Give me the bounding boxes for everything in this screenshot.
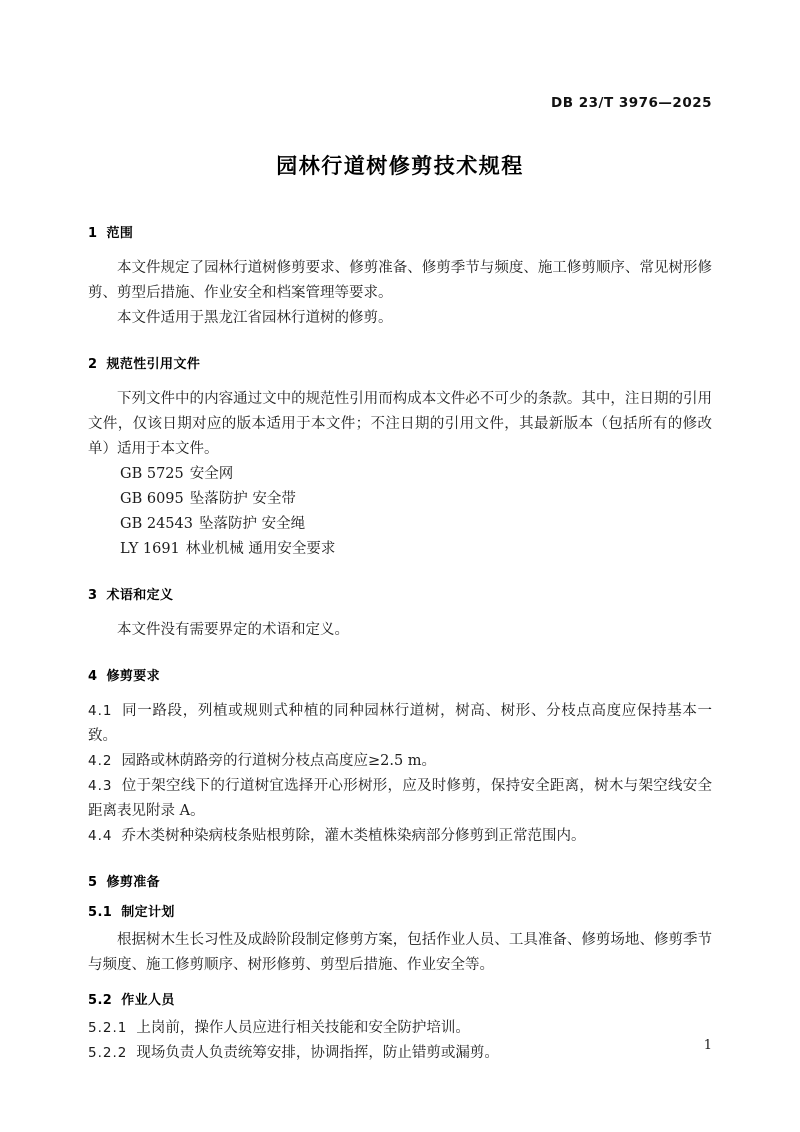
- clause-text: 上岗前，操作人员应进行相关技能和安全防护培训。: [136, 1020, 470, 1036]
- spacer: [88, 978, 712, 989]
- clause-4-1: [88, 699, 712, 749]
- page-number: 1: [703, 1038, 712, 1053]
- document-title: 园林行道树修剪技术规程: [276, 154, 524, 178]
- section-number-5: 5: [88, 875, 98, 890]
- clause-text: 乔木类树种染病枝条贴根剪除，灌木类植株染病部分修剪到正常范围内。: [121, 828, 586, 844]
- paragraph-1-1: 本文件规定了园林行道树修剪要求、修剪准备、修剪季节与频度、施工修剪顺序、常见树形修剪、剪型后措施、作业安全和档案管理等要求。: [88, 260, 712, 301]
- section-title-2: 规范性引用文件: [106, 357, 201, 372]
- spacer: [88, 241, 712, 256]
- clause-number: 4.2: [88, 753, 113, 769]
- reference-item: [88, 487, 712, 512]
- spacer: [88, 331, 712, 353]
- section-number-1: 1: [88, 226, 98, 241]
- reference-name: 安全网: [189, 466, 234, 482]
- spacer: [88, 603, 712, 618]
- clause-number: 4.3: [88, 778, 113, 794]
- subsection-heading-5-2: [88, 989, 712, 1008]
- paragraph-2-1: 下列文件中的内容通过文中的规范性引用而构成本文件必不可少的条款。其中，注日期的引用文件，仅该日期对应的版本适用于本文件；不注日期的引用文件，其最新版本（包括所有的修改单）适用于本文件。: [88, 391, 712, 457]
- subsection-title: 作业人员: [121, 993, 175, 1008]
- reference-name: 林业机械 通用安全要求: [185, 541, 336, 557]
- reference-code: LY 1691: [120, 541, 180, 557]
- section-title-3: 术语和定义: [106, 588, 174, 603]
- spacer: [88, 1008, 712, 1016]
- subsection-title: 制定计划: [121, 905, 175, 920]
- section-number-2: 2: [88, 357, 98, 372]
- clause-4-2: [88, 749, 712, 774]
- spacer: [88, 920, 712, 928]
- reference-name: 坠落防护 安全带: [189, 491, 296, 507]
- subsection-heading-5-1: [88, 901, 712, 920]
- reference-item: [88, 512, 712, 537]
- spacer: [88, 562, 712, 584]
- clause-number: 4.4: [88, 828, 113, 844]
- spacer: [88, 372, 712, 387]
- section-title-1: 范围: [106, 226, 134, 241]
- paragraph-1-2: 本文件适用于黑龙江省园林行道树的修剪。: [117, 310, 393, 326]
- paragraph-5-1-1: 根据树木生长习性及成龄阶段制定修剪方案，包括作业人员、工具准备、修剪场地、修剪季节与频度、施工修剪顺序、树形修剪、剪型后措施、作业安全等。: [88, 932, 712, 973]
- section-heading-5: [88, 871, 712, 890]
- clause-text: 位于架空线下的行道树宜选择开心形树形，应及时修剪，保持安全距离，树木与架空线安全距离表见附录 A。: [88, 778, 712, 819]
- reference-code: GB 6095: [120, 491, 184, 507]
- clause-4-3: [88, 774, 712, 824]
- clause-text: 现场负责人负责统筹安排，协调指挥，防止错剪或漏剪。: [136, 1045, 499, 1061]
- standard-number-header: DB 23/T 3976—2025: [551, 95, 712, 111]
- section-title-5: 修剪准备: [106, 875, 161, 890]
- clause-text: 园路或林荫路旁的行道树分枝点高度应≥2.5 m。: [121, 753, 437, 769]
- spacer: [88, 890, 712, 901]
- clause-4-4: [88, 824, 712, 849]
- section-heading-3: [88, 584, 712, 603]
- section-number-4: 4: [88, 669, 98, 684]
- section-heading-1: [88, 222, 712, 241]
- section-title-4: 修剪要求: [106, 669, 161, 684]
- document-body: [88, 222, 712, 1066]
- reference-code: GB 24543: [120, 516, 193, 532]
- section-heading-2: [88, 353, 712, 372]
- paragraph-3-1: 本文件没有需要界定的术语和定义。: [117, 622, 349, 638]
- clause-number: 5.2.1: [88, 1020, 128, 1036]
- section-heading-4: [88, 665, 712, 684]
- clause-number: 4.1: [88, 703, 113, 719]
- reference-code: GB 5725: [120, 466, 184, 482]
- clause-number: 5.2.2: [88, 1045, 128, 1061]
- subsection-number: 5.1: [88, 905, 113, 920]
- spacer: [88, 684, 712, 699]
- reference-item: [88, 537, 712, 562]
- subsection-number: 5.2: [88, 993, 113, 1008]
- clause-text: 同一路段，列植或规则式种植的同种园林行道树，树高、树形、分枝点高度应保持基本一致。: [88, 703, 712, 744]
- spacer: [88, 849, 712, 871]
- section-number-3: 3: [88, 588, 98, 603]
- reference-item: [88, 462, 712, 487]
- reference-name: 坠落防护 安全绳: [198, 516, 306, 532]
- spacer: [88, 643, 712, 665]
